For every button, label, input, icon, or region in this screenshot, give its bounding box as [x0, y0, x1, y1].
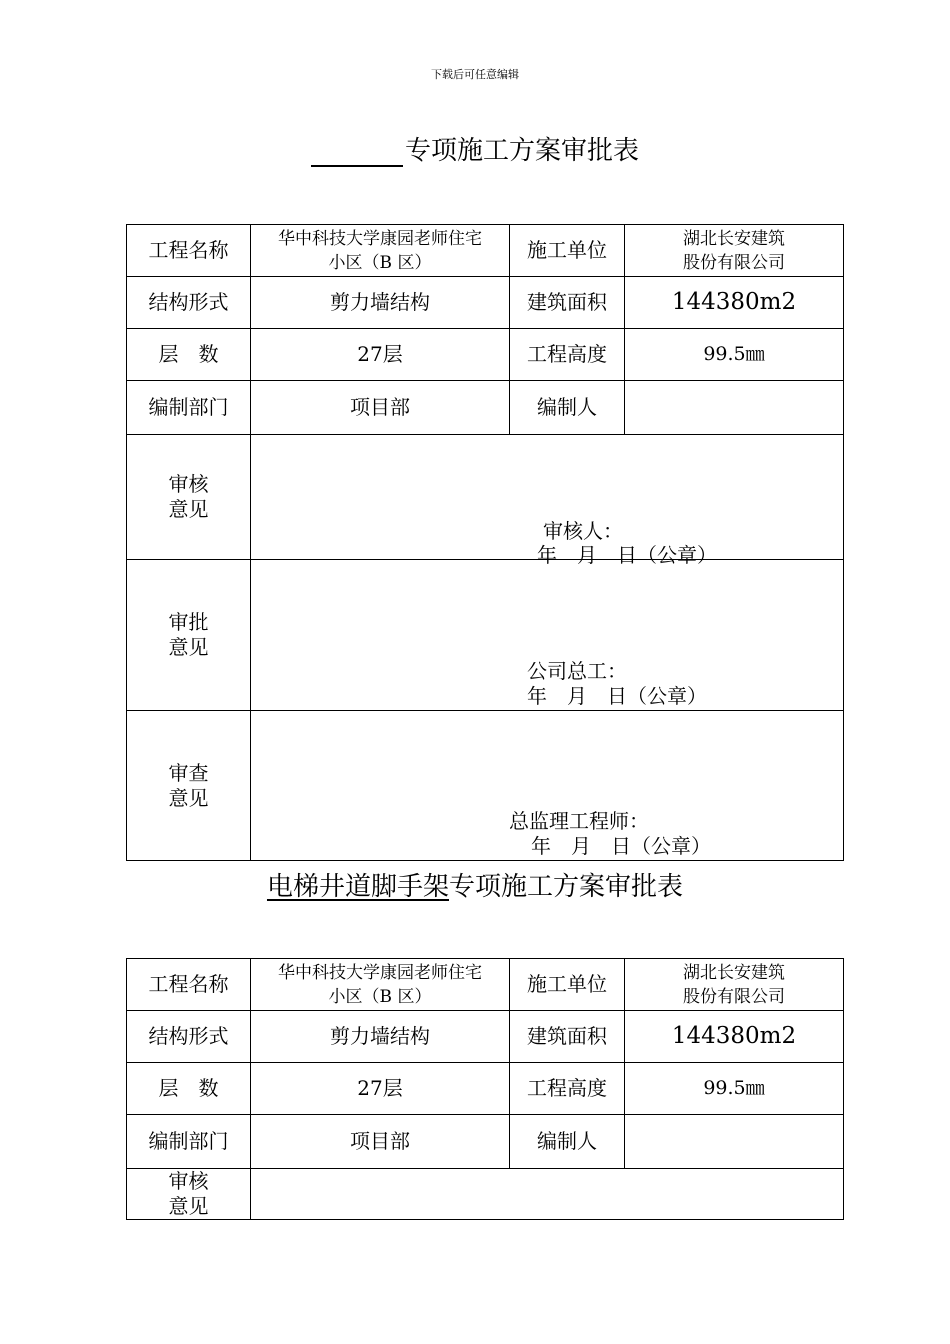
area-label: 建筑面积 [510, 277, 625, 329]
constructor-value: 湖北长安建筑 股份有限公司 [625, 959, 844, 1011]
form1-title-text: 专项施工方案审批表 [404, 136, 639, 166]
row-dept [127, 1115, 844, 1169]
approval-label: 审批 意见 [127, 560, 251, 711]
floors-label: 层 数 [127, 329, 251, 381]
row-floors [127, 1063, 844, 1115]
area-label: 建筑面积 [510, 1011, 625, 1063]
review-opinion-cell [251, 1169, 844, 1220]
author-field [625, 381, 844, 435]
height-label: 工程高度 [510, 1063, 625, 1115]
constructor-label: 施工单位 [510, 225, 625, 277]
form2-title-underlined: 电梯井道脚手架 [266, 872, 449, 902]
row-review [127, 435, 844, 560]
row-project [127, 959, 844, 1011]
header-note: 下载后可任意编辑 [431, 68, 519, 81]
height-value: 99.5㎜ [625, 329, 844, 381]
height-value: 99.5㎜ [625, 1063, 844, 1115]
dept-label: 编制部门 [127, 1115, 251, 1169]
area-value: 144380m2 [625, 1011, 844, 1063]
row-dept [127, 381, 844, 435]
structure-label: 结构形式 [127, 277, 251, 329]
review-label: 审核 意见 [127, 1169, 251, 1220]
review-signer: 审核人： [543, 519, 623, 543]
form2-title-text: 专项施工方案审批表 [449, 872, 684, 902]
project-name-label: 工程名称 [127, 959, 251, 1011]
constructor-value: 湖北长安建筑 股份有限公司 [625, 225, 844, 277]
inspection-label: 审查 意见 [127, 711, 251, 861]
constructor-label: 施工单位 [510, 959, 625, 1011]
row-review [127, 1169, 844, 1220]
inspection-signer: 总监理工程师： [509, 809, 649, 833]
floors-value: 27层 [251, 329, 510, 381]
approval-signer: 公司总工： [527, 659, 627, 683]
title-blank-underline [311, 137, 403, 167]
row-inspection [127, 711, 844, 861]
dept-value: 项目部 [251, 381, 510, 435]
form1-table [126, 224, 844, 861]
author-label: 编制人 [510, 1115, 625, 1169]
dept-value: 项目部 [251, 1115, 510, 1169]
dept-label: 编制部门 [127, 381, 251, 435]
project-name-label: 工程名称 [127, 225, 251, 277]
floors-value: 27层 [251, 1063, 510, 1115]
review-opinion-cell [251, 435, 844, 567]
row-approval [127, 560, 844, 711]
project-name-value: 华中科技大学康园老师住宅 小区（B 区） [251, 225, 510, 277]
row-project [127, 225, 844, 277]
floors-label: 层 数 [127, 1063, 251, 1115]
structure-label: 结构形式 [127, 1011, 251, 1063]
approval-date: 年 月 日（公章） [527, 684, 707, 708]
form2-table [126, 958, 844, 1220]
row-structure [127, 277, 844, 329]
approval-opinion-cell [251, 560, 844, 711]
row-structure [127, 1011, 844, 1063]
inspection-opinion-cell [251, 711, 844, 861]
row-floors [127, 329, 844, 381]
project-name-value: 华中科技大学康园老师住宅 小区（B 区） [251, 959, 510, 1011]
height-label: 工程高度 [510, 329, 625, 381]
inspection-date: 年 月 日（公章） [531, 834, 711, 858]
review-label: 审核 意见 [127, 435, 251, 560]
author-label: 编制人 [510, 381, 625, 435]
structure-value: 剪力墙结构 [251, 277, 510, 329]
area-value: 144380m2 [625, 277, 844, 329]
review-date: 年 月 日（公章） [537, 543, 717, 567]
structure-value: 剪力墙结构 [251, 1011, 510, 1063]
form2-title [0, 866, 950, 903]
author-field [625, 1115, 844, 1169]
form1-title [0, 130, 950, 167]
